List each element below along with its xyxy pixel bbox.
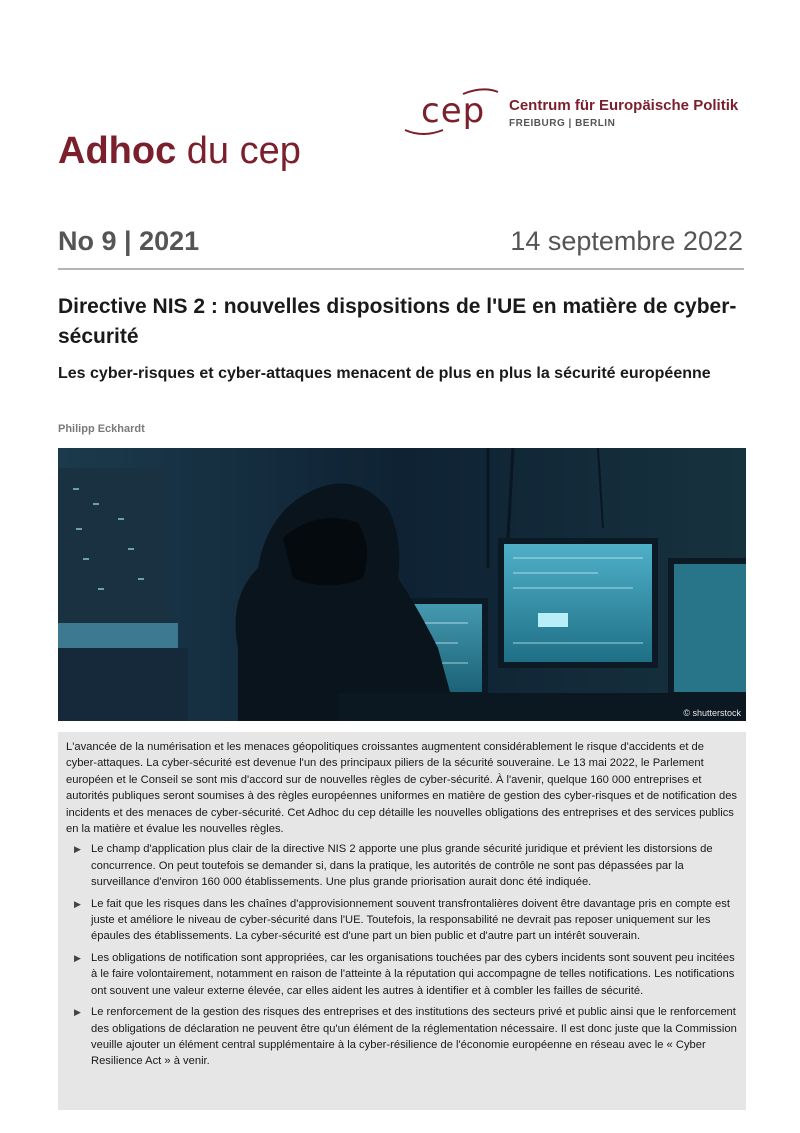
key-point-text: Le renforcement de la gestion des risques des entreprises et des institutions des secteurs privé et public ainsi que le renforcement des obligations de déclaration ne peuvent être qu'un élément de la réglementation nécessaire. Il est donc juste que la Commission veuille ajouter un élément central supplémentaire à la cyber-résilience de l'économie européenne en réseau avec le « Cyber Resilience Act » à venir. — [91, 1006, 737, 1068]
bullet-arrow-icon: ▶ — [74, 898, 81, 909]
key-point-text: Le champ d'application plus clair de la directive NIS 2 apporte une plus grande sécurité juridique et prévient les distorsions de concurrence. On peut toutefois se demander si, dans la pratique, les autorités de contrôle ne sont pas dépassées par la surveillance d'environ 160 000 établissements. Une plus grande priorisation aurait donc été indiquée. — [91, 843, 713, 889]
header-divider — [58, 268, 744, 270]
series-title-rest: du cep — [176, 130, 301, 172]
article-title: Directive NIS 2 : nouvelles dispositions de l'UE en matière de cyber-sécurité — [58, 295, 737, 348]
issue-number: No 9 | 2021 — [58, 226, 200, 256]
bullet-arrow-icon: ▶ — [74, 1007, 81, 1018]
article-author: Philipp Eckhardt — [58, 423, 145, 435]
bullet-arrow-icon: ▶ — [74, 952, 81, 963]
logo-mark-text: cep — [421, 91, 486, 131]
key-point-item — [66, 1004, 738, 1070]
key-point-item — [66, 896, 738, 945]
key-point-item — [66, 841, 738, 890]
bullet-arrow-icon: ▶ — [74, 844, 81, 855]
hacker-illustration — [58, 448, 746, 721]
summary-box — [58, 732, 746, 1110]
key-point-item — [66, 950, 738, 999]
key-point-text: Les obligations de notification sont appropriées, car les organisations touchées par des cybers incidents sont souvent peu incitées à le faire volontairement, notamment en raison de l'atteinte à la réputation qui accompagne de telles notifications. Les notifications ont souvent une valeur externe élevée, car elles aident les autres à identifier et à combler les failles de sécurité. — [91, 951, 735, 997]
hero-image — [58, 448, 746, 721]
cep-logo — [403, 86, 743, 136]
logo-organization-name: Centrum für Europäische Politik — [509, 97, 739, 114]
series-title — [58, 130, 301, 173]
logo-locations: FREIBURG | BERLIN — [509, 118, 616, 129]
key-points-list — [58, 841, 746, 1069]
summary-intro: L'avancée de la numérisation et les menaces géopolitiques croissantes augmentent considérablement le risque d'accidents et de cyber-attaques. La cyber-sécurité est devenue l'un des principaux piliers de la sécurité souveraine. Le 13 mai 2022, le Parlement européen et le Conseil se sont mis d'accord sur de nouvelles règles de cyber-sécurité. À l'avenir, quelque 160 000 entreprises et autorités publiques seront soumises à des règles européennes uniformes en matière de gestion des cyber-risques et de notification des incidents et des menaces de cyber-sécurité. Cet Adhoc du cep détaille les nouvelles obligations des entreprises et des services publics en la matière et évalue les nouvelles règles. — [66, 741, 738, 836]
publication-date: 14 septembre 2022 — [510, 226, 743, 256]
cep-logo-mark — [403, 86, 503, 136]
image-credit: © shutterstock — [683, 708, 741, 718]
article-subtitle: Les cyber-risques et cyber-attaques menacent de plus en plus la sécurité européenne — [58, 365, 711, 382]
series-title-bold: Adhoc — [58, 130, 177, 172]
key-point-text: Le fait que les risques dans les chaînes d'approvisionnement souvent transfrontalières doivent être davantage pris en compte est juste et améliore le niveau de cyber-sécurité dans l'UE. Toutefois, la responsabilité ne devrait pas reposer uniquement sur les épaules des établissements. La cyber-sécurité est d'une part un bien public et d'autre part un intérêt souverain. — [91, 897, 730, 943]
